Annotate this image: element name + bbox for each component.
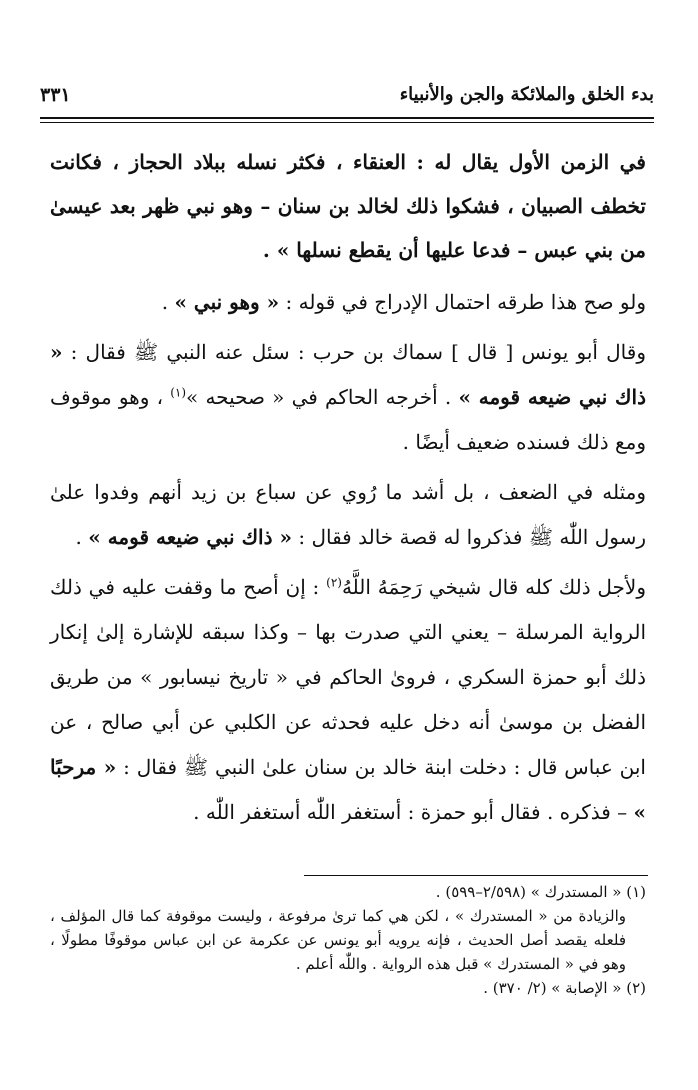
- page-number: ٣٣١: [40, 84, 71, 106]
- paragraph-4-text: ولأجل ذلك كله قال شيخي رَحِمَهُ اللَّهُ: [341, 575, 646, 599]
- paragraph-1-end: .: [161, 290, 175, 314]
- paragraph-3-end: .: [75, 525, 89, 549]
- paragraph-3-quote: « ذاك نبي ضيعه قومه »: [88, 525, 292, 549]
- footnotes: [50, 880, 646, 1000]
- footnote-ref-1[interactable]: (١): [170, 385, 187, 400]
- paragraph-4-mid: : إن أصح ما وقفت عليه في ذلك الرواية المرسلة – يعني التي صدرت بها – وكذا سبقه للإشارة إلىٰ إنكار ذلك أبو حمزة السكري ، فروىٰ الحاكم في « تاريخ نيسابور » من طريق الفضل بن موسىٰ أنه دخل عليه فحدثه عن الكلبي عن أبي صالح ، عن ابن عباس قال : دخلت ابنة خالد بن سنان علىٰ النبي ﷺ فقال :: [50, 575, 646, 779]
- paragraph-4: [50, 565, 646, 835]
- paragraph-intro: في الزمن الأول يقال له : العنقاء ، فكثر نسله ببلاد الحجاز ، فكانت تخطف الصبيان ، فشكوا ذلك لخالد بن سنان – وهو نبي ظهر بعد عيسىٰ من بني عبس – فدعا عليها أن يقطع نسلها » .: [50, 150, 646, 262]
- main-text: [50, 140, 646, 835]
- paragraph-1-text: ولو صح هذا طرقه احتمال الإدراج في قوله :: [279, 290, 646, 314]
- paragraph-2-quote: « ذاك نبي ضيعه قومه »: [50, 340, 647, 409]
- paragraph-4-quote: « مرحبًا »: [50, 755, 646, 824]
- paragraph-1-quote: « وهو نبي »: [174, 290, 280, 314]
- paragraph-4-end: – فذكره . فقال أبو حمزة : أستغفر اللّٰه أستغفر اللّٰه .: [193, 800, 634, 824]
- running-title: بدء الخلق والملائكة والجن والأنبياء: [399, 84, 654, 105]
- page-header: [40, 84, 654, 114]
- footnote-separator: [304, 875, 648, 876]
- paragraph-3-text: ومثله في الضعف ، بل أشد ما رُوي عن سباع بن زيد أنهم وفدوا علىٰ رسول اللّٰه ﷺ فذكروا له قصة خالد فقال :: [50, 480, 646, 549]
- paragraph-2-text: وقال أبو يونس [ قال ] سماك بن حرب : سئل عنه النبي ﷺ فقال :: [62, 340, 646, 364]
- paragraph-2-end: ، وهو موقوف ومع ذلك فسنده ضعيف أيضًا .: [50, 385, 646, 454]
- header-rule-thick: [40, 117, 654, 119]
- paragraph-2-mid: . أخرجه الحاكم في « صحيحه »: [186, 385, 459, 409]
- header-rule-thin: [40, 122, 654, 123]
- paragraph-1: [50, 280, 646, 325]
- footnote-1: (١) « المستدرك » (٢/٥٩٨–٥٩٩) .: [435, 883, 646, 901]
- paragraph-3: [50, 470, 646, 560]
- footnote-1-note: والزيادة من « المستدرك » ، لكن هي كما ترىٰ مرفوعة ، وليست موقوفة كما قال المؤلف ، فلعله يقصد أصل الحديث ، فإنه يرويه أبو يونس عن عكرمة عن ابن عباس موقوفًا مطولًا ، وهو في « المستدرك » قبل هذه الرواية . واللّٰه أعلم .: [50, 907, 626, 973]
- footnote-2: (٢) « الإصابة » (٢/ ٣٧٠) .: [483, 979, 646, 997]
- footnote-ref-2[interactable]: (٢): [326, 575, 342, 590]
- paragraph-2: [50, 330, 646, 465]
